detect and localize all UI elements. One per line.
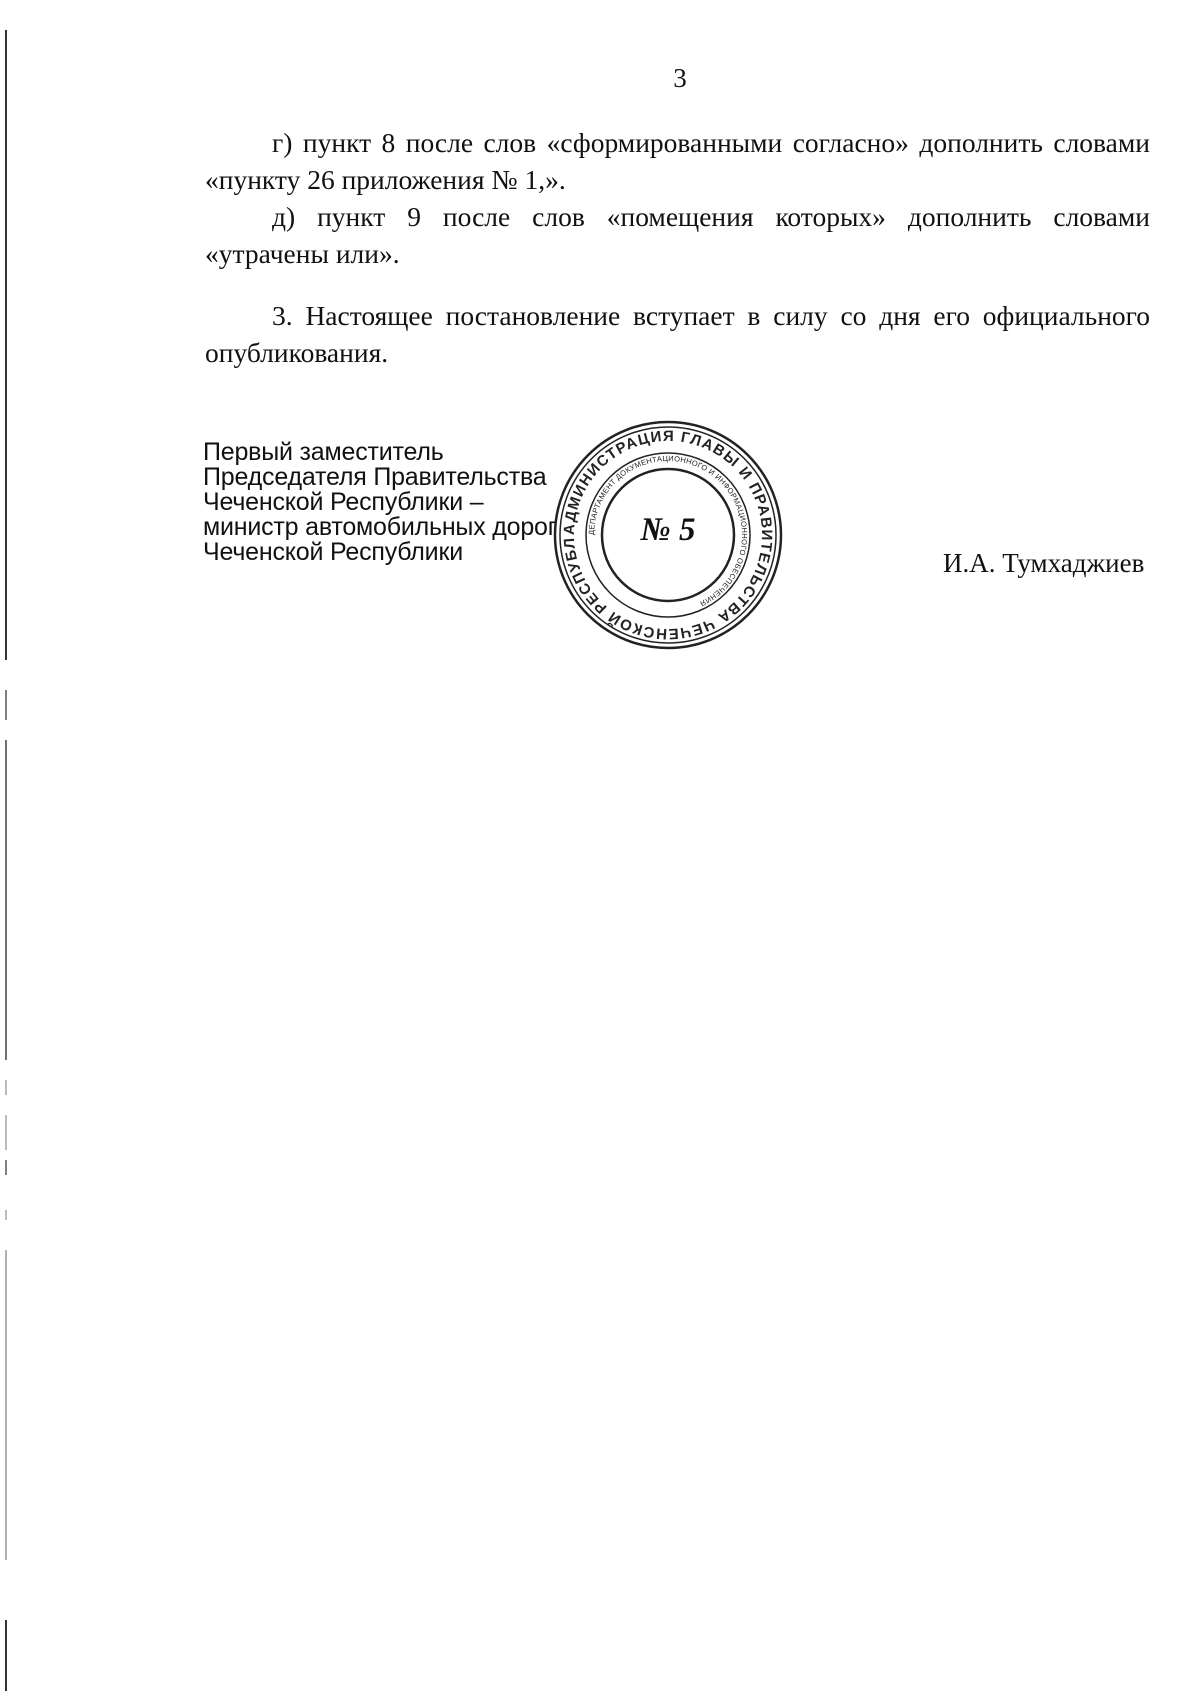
seal-outer-text: АДМИНИСТРАЦИЯ ГЛАВЫ И ПРАВИТЕЛЬСТВА ЧЕЧЕНСКОЙ РЕСПУБЛ bbox=[560, 427, 776, 643]
page-number: 3 bbox=[673, 63, 687, 93]
signatory-title-line: министр автомобильных дорог bbox=[203, 513, 557, 541]
clause-d-line-1: д) пункт 9 после слов «помещения которых» дополнить словами bbox=[272, 201, 1150, 232]
scan-edge-marks bbox=[0, 0, 20, 1691]
clause-d bbox=[205, 198, 1150, 272]
signatory-title-line: Первый заместитель bbox=[203, 438, 444, 466]
clause-3-line-1: 3. Настоящее постановление вступает в силу со дня его официального bbox=[272, 300, 1150, 331]
clause-g bbox=[205, 124, 1150, 198]
seal-number: № 5 bbox=[640, 512, 696, 548]
clause-3-line-2: опубликования. bbox=[205, 337, 389, 368]
clause-g-line-2: «пункту 26 приложения № 1,». bbox=[205, 164, 566, 195]
seal-inner-text: ДЕПАРТАМЕНТ ДОКУМЕНТАЦИОННОГО И ИНФОРМАЦИОННОГО ОБЕСПЕЧЕНИЯ bbox=[586, 453, 750, 609]
signer-name: И.А. Тумхаджиев bbox=[943, 548, 1145, 578]
clause-3 bbox=[205, 297, 1150, 371]
signatory-title-line: Чеченской Республики – bbox=[203, 488, 484, 516]
clause-d-line-2: «утрачены или». bbox=[205, 238, 400, 269]
clause-g-line-1: г) пункт 8 после слов «сформированными согласно» дополнить словами bbox=[272, 127, 1150, 158]
signatory-title-line: Председателя Правительства bbox=[203, 463, 547, 491]
official-seal bbox=[552, 419, 784, 651]
signatory-title-line: Чеченской Республики bbox=[203, 538, 463, 566]
document-body bbox=[205, 124, 1150, 371]
signatory-title bbox=[203, 440, 563, 565]
